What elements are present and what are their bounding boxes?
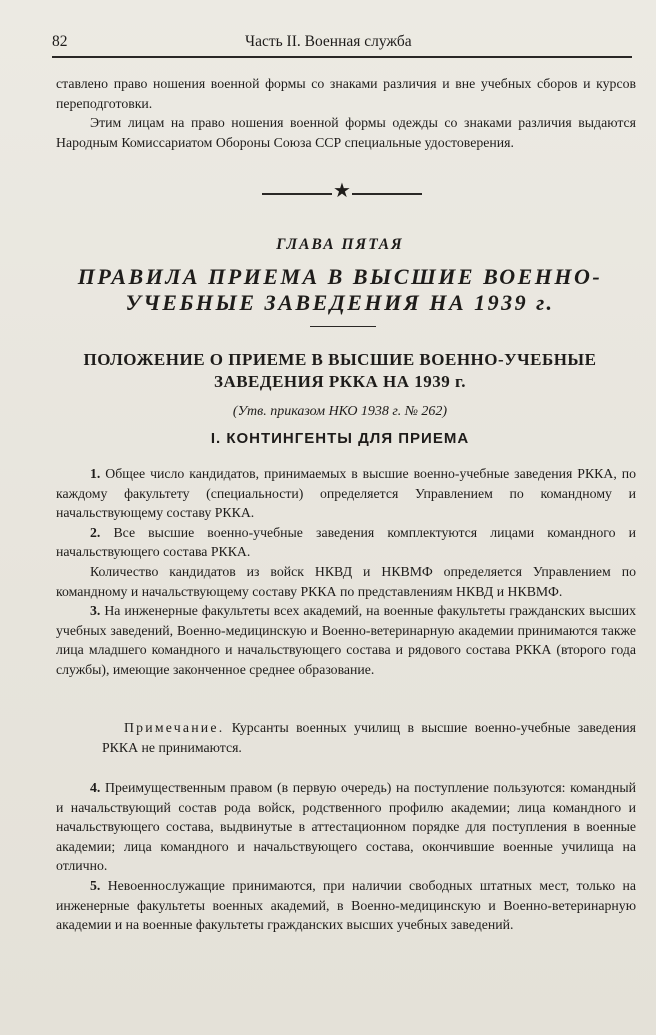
intro-text xyxy=(56,74,636,152)
order-note: (Утв. приказом НКО 1938 г. № 262) xyxy=(232,404,448,419)
paragraph-text: Общее число кандидатов, принимаемых в высшие военно-учебные заведения РККА, по каждому факультету (специальности) определяется Управлением по командному и начальствующему составу РККА. xyxy=(56,466,636,521)
chapter-title-line-1: ПРАВИЛА ПРИЕМА В ВЫСШИЕ ВОЕННО- xyxy=(77,264,603,289)
note-block xyxy=(102,718,636,757)
running-title: Часть II. Военная служба xyxy=(245,33,412,50)
paragraph-text: На инженерные факультеты всех академий, на военные факультеты гражданских высших учебных заведений, Военно-медицинскую и Военно-ветеринарную академии принимаются также лица младшего командного и начальствующего состава и рядового состава РККА (второго года службы), имеющие законченное среднее образование. xyxy=(56,603,636,677)
paragraph-text: Преимущественным правом (в первую очередь) на поступление пользуются: командный и начальствующий состав рода войск, родственного профилю академии; лица командного и начальствующего состава, выдвинутые в аттестационном порядке для поступления в военные академии; лица командного и начальствующего состава, окончившие военные училища на отлично. xyxy=(56,780,636,874)
paragraph-4 xyxy=(56,778,636,876)
intro-paragraph-2: Этим лицам на право ношения военной формы одежды со знаками различия выдаются Народным Комиссариатом Обороны Союза ССР специальные удостоверения. xyxy=(56,115,636,150)
main-paragraphs xyxy=(56,464,636,680)
chapter-label: ГЛАВА ПЯТАЯ xyxy=(276,236,404,253)
chapter-rule xyxy=(310,326,376,327)
ornament-divider xyxy=(262,180,422,203)
paragraph-2-continued xyxy=(56,562,636,601)
paragraph-text: Невоеннослужащие принимаются, при наличии свободных штатных мест, только на инженерные факультеты военных академий, в Военно-медицинскую и Военно-ветеринарную академии и на военные факультеты гражданских высших учебных заведений. xyxy=(56,877,636,933)
section-title-line-1: ПОЛОЖЕНИЕ О ПРИЕМЕ В ВЫСШИЕ ВОЕННО-УЧЕБНЫЕ xyxy=(83,350,597,369)
paragraph-5 xyxy=(56,876,636,935)
tail-paragraphs xyxy=(56,778,636,935)
paragraph-3 xyxy=(56,601,636,679)
paragraph-number: 3. xyxy=(90,603,101,619)
ornament-right-rule xyxy=(352,193,422,195)
note-text: Курсанты военных училищ в высшие военно-учебные заведения РККА не принимаются. xyxy=(102,720,636,755)
paragraph-2 xyxy=(56,523,636,562)
running-header xyxy=(52,30,636,54)
note-paragraph xyxy=(102,718,636,757)
ornament-left-rule xyxy=(262,193,332,195)
header-rule xyxy=(52,56,632,58)
paragraph-number: 2. xyxy=(90,524,101,540)
page-number: 82 xyxy=(52,33,68,50)
subsection-heading: I. КОНТИНГЕНТЫ ДЛЯ ПРИЕМА xyxy=(210,430,470,447)
section-title-line-2: ЗАВЕДЕНИЯ РККА НА 1939 г. xyxy=(213,372,467,391)
intro-paragraph-1: ставлено право ношения военной формы со знаками различия и вне учебных сборов и курсов переподготовки. xyxy=(56,76,636,111)
paragraph-number: 1. xyxy=(90,466,101,481)
note-label: Примечание. xyxy=(124,720,225,735)
paragraph-text: Все высшие военно-учебные заведения комплектуются лицами командного и начальствующего состава РККА. xyxy=(56,524,636,560)
paragraph-text: Количество кандидатов из войск НКВД и НКВМФ определяется Управлением по командному и начальствующему составу РККА по представлениям НКВД и НКВМФ. xyxy=(56,563,636,599)
chapter-title-line-2: УЧЕБНЫЕ ЗАВЕДЕНИЯ НА 1939 г. xyxy=(125,290,555,315)
paragraph-1 xyxy=(56,464,636,523)
paragraph-number: 5. xyxy=(90,877,101,893)
star-icon: ★ xyxy=(333,180,351,202)
paragraph-number: 4. xyxy=(90,780,101,795)
